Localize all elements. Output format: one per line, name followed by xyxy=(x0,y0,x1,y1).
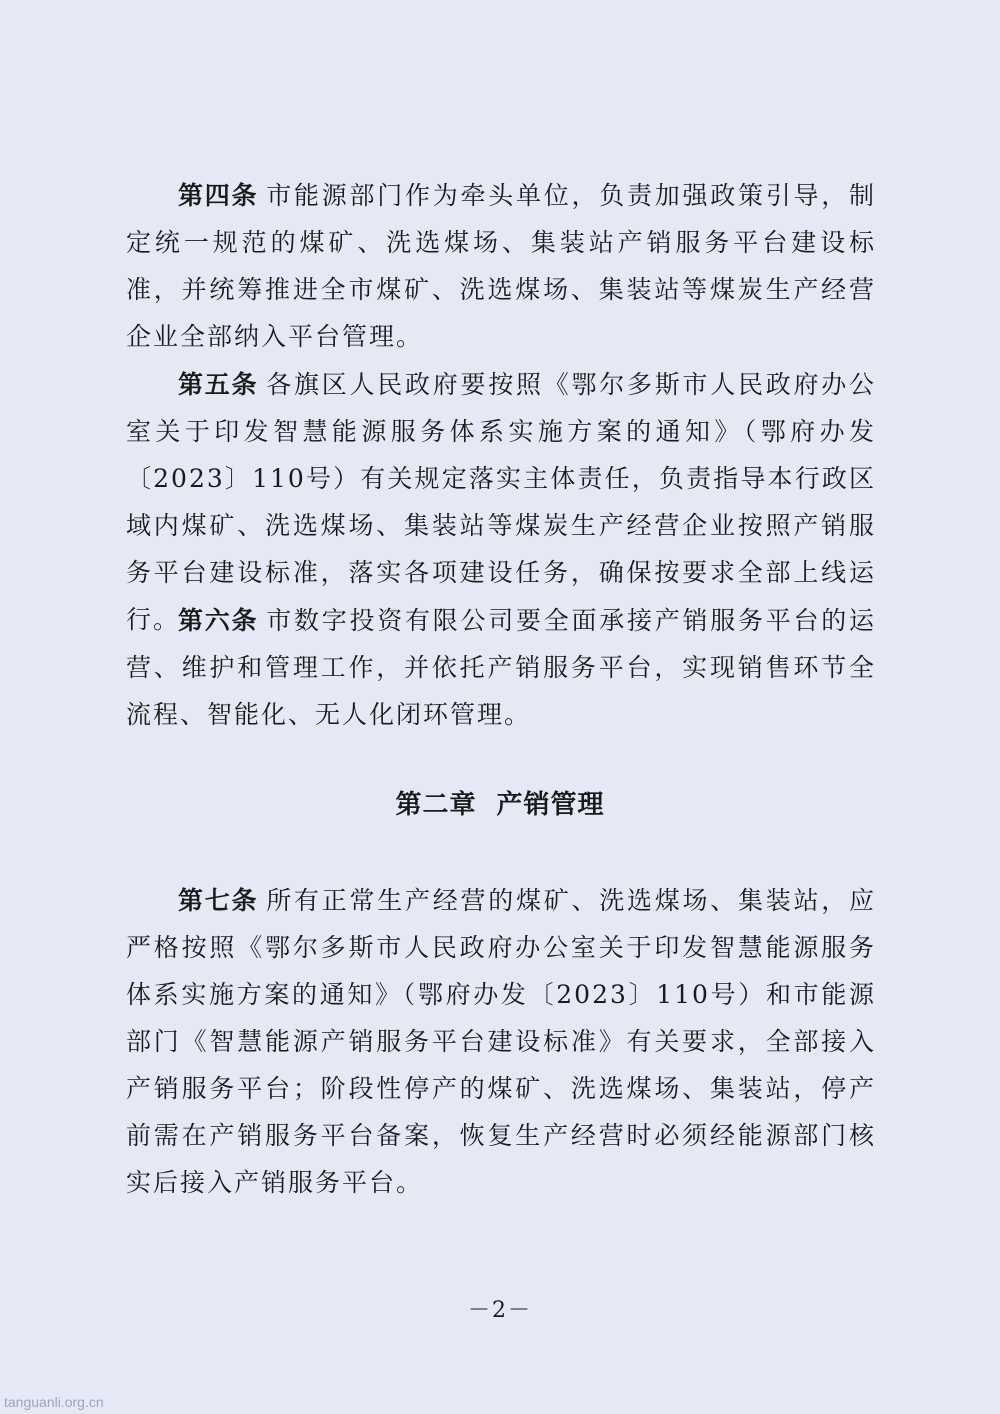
article-5-text: 各旗区人民政府要按照《鄂尔多斯市人民政府办公室关于印发智慧能源服务体系实施方案的通知》（鄂府办发〔2023〕110号）有关规定落实主体责任，负责指导本行政区域内煤矿、洗选煤场、集装站等煤炭生产经营企业按照产销服务平台建设标准，落实各项建设任务，确保按要求全部上线运行。 xyxy=(126,370,876,634)
article-4 xyxy=(126,172,876,360)
chapter-title: 第二章 产销管理 xyxy=(395,790,605,820)
article-4-text: 市能源部门作为牵头单位，负责加强政策引导，制定统一规范的煤矿、洗选煤场、集装站产销服务平台建设标准，并统筹推进全市煤矿、洗选煤场、集装站等煤炭生产经营企业全部纳入平台管理。 xyxy=(126,181,876,351)
article-6-text: 市数字投资有限公司要全面承接产销服务平台的运营、维护和管理工作，并依托产销服务平台，实现销售环节全流程、智能化、无人化闭环管理。 xyxy=(126,606,876,729)
article-7-label: 第七条 xyxy=(178,886,259,915)
watermark-text: tanguanli.org.cn xyxy=(4,1394,104,1410)
article-7-text: 所有正常生产经营的煤矿、洗选煤场、集装站，应严格按照《鄂尔多斯市人民政府办公室关于印发智慧能源服务体系实施方案的通知》（鄂府办发〔2023〕110号）和市能源部门《智慧能源产销服务平台建设标准》有关要求，全部接入产销服务平台；阶段性停产的煤矿、洗选煤场、集装站，停产前需在产销服务平台备案，恢复生产经营时必须经能源部门核实后接入产销服务平台。 xyxy=(126,886,876,1197)
article-7 xyxy=(126,877,876,1206)
page-number: －2－ xyxy=(468,1298,532,1323)
article-4-label: 第四条 xyxy=(178,181,259,210)
article-6-label: 第六条 xyxy=(178,606,259,635)
article-6 xyxy=(126,597,876,738)
article-5-label: 第五条 xyxy=(178,370,259,399)
